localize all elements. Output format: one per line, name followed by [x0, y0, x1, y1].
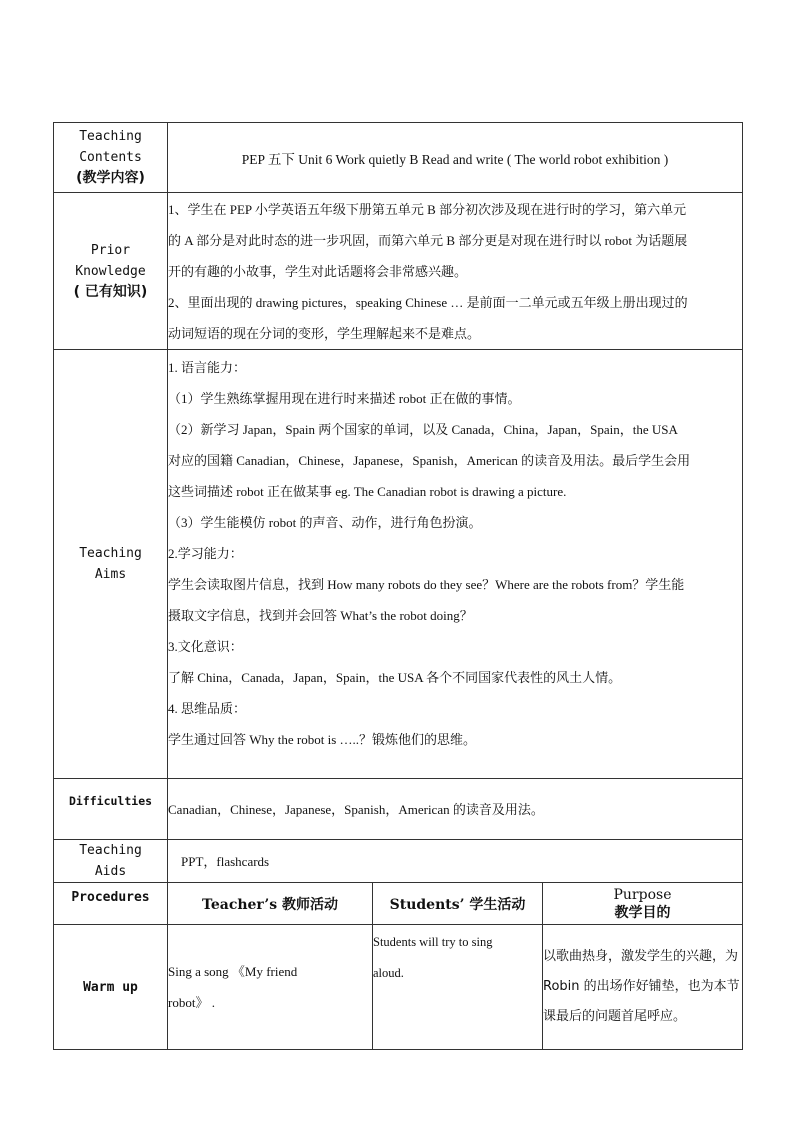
header-student-en: Students’	[389, 896, 465, 913]
label-difficulties: Difficulties	[54, 779, 168, 840]
label-zh: ( 已有知识)	[73, 283, 148, 300]
warmup-purpose: 以歌曲热身，激发学生的兴趣，为 Robin 的出场作好铺垫，也为本节课最后的问题首尾呼应。	[543, 925, 743, 1050]
aims-line-4: 对应的国籍 Canadian，Chinese，Japanese，Spanish，American 的读音及用法。最后学生会用	[168, 453, 691, 468]
aims-line-6: （3）学生能模仿 robot 的声音、动作，进行角色扮演。	[168, 515, 482, 530]
row-teaching-aids	[54, 840, 743, 883]
aims-line-7: 2.学习能力：	[168, 546, 243, 561]
prior-line-5: 动词短语的现在分词的变形，学生理解起来不是难点。	[168, 325, 481, 341]
row-teaching-aims	[54, 350, 743, 779]
lesson-plan-table	[53, 122, 743, 1050]
label-en-line-2: Aims	[94, 567, 127, 582]
aims-line-12: 4. 思维品质：	[168, 701, 247, 716]
warmup-student-line-2: aloud.	[373, 966, 404, 980]
difficulties-value	[168, 779, 743, 840]
label-en-line-1: Teaching	[79, 546, 142, 561]
prior-line-4: 2、里面出现的 drawing pictures，speaking Chinese … 是前面一二单元或五年级上册出现过的	[168, 294, 688, 310]
label-en-line-1: Teaching	[79, 843, 142, 858]
warmup-student-line-1: Students will try to sing	[373, 935, 493, 949]
teaching-aids-value	[168, 840, 743, 883]
aims-line-8: 学生会读取图片信息，找到 How many robots do they see？Where are the robots from？学生能	[168, 577, 685, 592]
aims-line-13: 学生通过回答 Why the robot is …..？锻炼他们的思维。	[168, 732, 477, 747]
row-warm-up	[54, 925, 743, 1050]
label-en-line-2: Knowledge	[75, 263, 146, 279]
label-teaching-contents	[54, 123, 168, 193]
row-procedures-header	[54, 883, 743, 925]
difficulties-text: Canadian，Chinese，Japanese，Spanish，American 的读音及用法。	[168, 801, 544, 817]
warmup-student-activity	[373, 925, 543, 1050]
header-purpose	[543, 883, 743, 925]
label-procedures: Procedures	[54, 883, 168, 925]
header-teacher-activity	[168, 883, 373, 925]
prior-knowledge-content	[168, 193, 743, 350]
label-warm-up: Warm up	[54, 925, 168, 1050]
label-prior-knowledge	[54, 193, 168, 350]
warmup-teacher-line-1: Sing a song 《My friend	[168, 964, 298, 979]
teaching-contents-value: PEP 五下 Unit 6 Work quietly B Read and write ( The world robot exhibition )	[168, 123, 743, 193]
aims-line-2: （1）学生熟练掌握用现在进行时来描述 robot 正在做的事情。	[168, 391, 521, 406]
teaching-aims-content	[168, 350, 743, 779]
label-teaching-aims	[54, 350, 168, 779]
prior-line-3: 开的有趣的小故事，学生对此话题将会非常感兴趣。	[168, 263, 468, 279]
row-prior-knowledge	[54, 193, 743, 350]
aims-line-1: 1. 语言能力：	[168, 360, 247, 375]
header-purpose-en: Purpose	[613, 886, 672, 903]
aims-line-9: 摄取文字信息，找到并会回答 What’s the robot doing？	[168, 608, 473, 623]
label-en-line-1: Prior	[90, 242, 131, 258]
row-teaching-contents	[54, 123, 743, 193]
header-purpose-zh: 教学目的	[614, 904, 671, 921]
label-en-line-1: Teaching	[79, 129, 142, 144]
header-teacher-zh: 教师活动	[281, 896, 338, 913]
header-student-zh: 学生活动	[469, 896, 526, 913]
prior-line-1: 1、学生在 PEP 小学英语五年级下册第五单元 B 部分初次涉及现在进行时的学习，第六单元	[168, 201, 687, 217]
aims-line-3: （2）新学习 Japan，Spain 两个国家的单词，以及 Canada，China，Japan，Spain，the USA	[168, 422, 678, 437]
aims-line-10: 3.文化意识：	[168, 639, 243, 654]
label-en-line-2: Contents	[79, 150, 142, 165]
label-en-line-2: Aids	[94, 864, 127, 879]
label-zh: (教学内容)	[76, 170, 145, 186]
row-difficulties	[54, 779, 743, 840]
aims-line-5: 这些词描述 robot 正在做某事 eg. The Canadian robot is drawing a picture.	[168, 484, 567, 499]
aids-text: PPT，flashcards	[181, 853, 270, 869]
header-student-activity	[373, 883, 543, 925]
header-teacher-en: Teacher’s	[202, 896, 278, 913]
warmup-teacher-activity	[168, 925, 373, 1050]
prior-line-2: 的 A 部分是对此时态的进一步巩固，而第六单元 B 部分更是对现在进行时以 robot 为话题展	[168, 232, 688, 248]
warmup-teacher-line-2: robot》 .	[168, 995, 215, 1010]
label-teaching-aids	[54, 840, 168, 883]
aims-line-11: 了解 China，Canada，Japan，Spain，the USA 各个不同国家代表性的风土人情。	[168, 670, 622, 685]
